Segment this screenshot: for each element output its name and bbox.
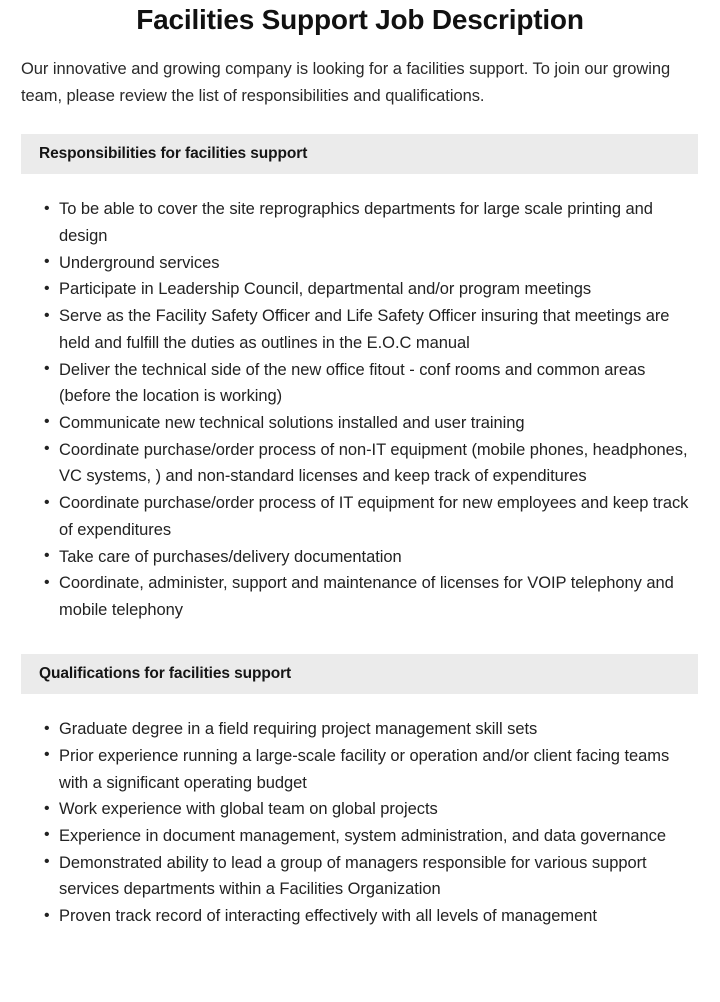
list-item: • Graduate degree in a field requiring project management skill sets <box>21 716 699 743</box>
list-item: • Experience in document management, system administration, and data governance <box>21 823 699 850</box>
section-qualifications <box>21 654 699 930</box>
list-item: • Communicate new technical solutions installed and user training <box>21 410 699 437</box>
list-item: • Serve as the Facility Safety Officer and Life Safety Officer insuring that meetings are held and fulfill the duties as outlines in the E.O.C manual <box>21 303 699 356</box>
responsibilities-list <box>21 196 699 624</box>
page-title: Facilities Support Job Description <box>136 4 584 35</box>
list-item: • Prior experience running a large-scale facility or operation and/or client facing teams with a significant operating budget <box>21 743 699 796</box>
list-item: • To be able to cover the site reprographics departments for large scale printing and design <box>21 196 699 249</box>
list-item: • Proven track record of interacting effectively with all levels of management <box>21 903 699 930</box>
list-item: • Deliver the technical side of the new office fitout - conf rooms and common areas (before the location is working) <box>21 357 699 410</box>
list-item: • Coordinate, administer, support and maintenance of licenses for VOIP telephony and mobile telephony <box>21 570 699 623</box>
list-item: • Underground services <box>21 250 699 277</box>
list-item: • Demonstrated ability to lead a group of managers responsible for various support services departments within a Facilities Organization <box>21 850 699 903</box>
qualifications-list <box>21 716 699 930</box>
list-item: • Coordinate purchase/order process of IT equipment for new employees and keep track of expenditures <box>21 490 699 543</box>
section-divider-space <box>21 624 699 630</box>
list-item: • Work experience with global team on global projects <box>21 796 699 823</box>
list-item: • Coordinate purchase/order process of non-IT equipment (mobile phones, headphones, VC systems, ) and non-standard licenses and keep track of expenditures <box>21 437 699 490</box>
section-responsibilities <box>21 134 699 624</box>
intro-paragraph: Our innovative and growing company is looking for a facilities support. To join our growing team, please review the list of responsibilities and qualifications. <box>21 60 671 106</box>
section-heading-qualifications: Qualifications for facilities support <box>21 654 698 694</box>
list-item: • Take care of purchases/delivery documentation <box>21 544 699 571</box>
list-item: • Participate in Leadership Council, departmental and/or program meetings <box>21 276 699 303</box>
section-heading-responsibilities: Responsibilities for facilities support <box>21 134 698 174</box>
